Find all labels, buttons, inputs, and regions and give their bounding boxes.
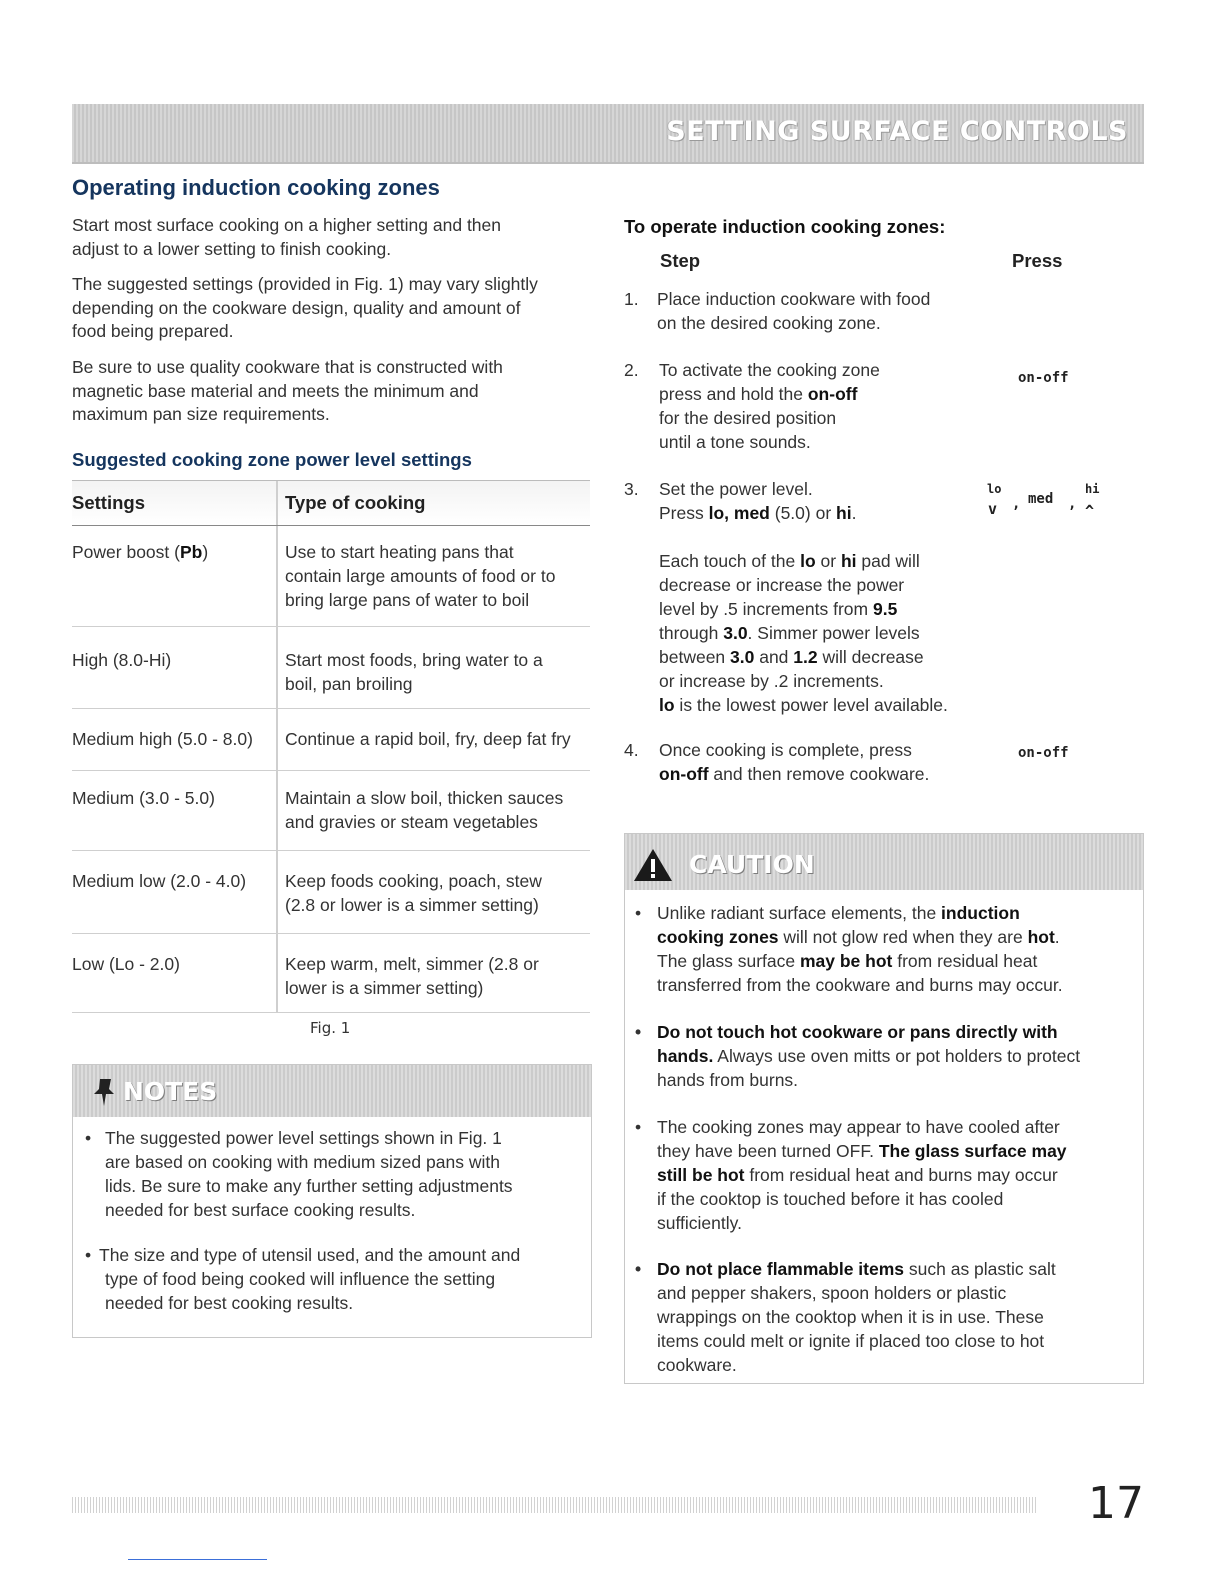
on-off-key-label: on-off <box>1018 370 1069 386</box>
table-row <box>72 709 590 771</box>
figure-caption: Fig. 1 <box>310 1019 351 1037</box>
setting-cell: High (8.0-Hi) <box>72 650 172 670</box>
down-arrow-icon: v <box>988 500 998 518</box>
table-row <box>72 934 590 1013</box>
page-number: 17 <box>1088 1478 1144 1529</box>
footer-link-line <box>128 1559 267 1560</box>
table-row <box>72 771 590 851</box>
setting-cell: Low (Lo - 2.0) <box>72 954 180 974</box>
power-level-table <box>72 480 590 1013</box>
intro-paragraph-1: Start most surface cooking on a higher setting and then adjust to a lower setting to finish cooking. <box>72 215 502 259</box>
caution-title: CAUTION <box>689 850 815 879</box>
table-row <box>72 851 590 934</box>
banner-title: SETTING SURFACE CONTROLS <box>666 116 1128 147</box>
type-cell: Keep foods cooking, poach, stew (2.8 or lower is a simmer setting) <box>285 871 542 915</box>
section-banner <box>72 104 1144 164</box>
lo-key-label: lo <box>987 482 1002 496</box>
setting-cell: Medium high (5.0 - 8.0) <box>72 729 253 749</box>
up-arrow-icon: ^ <box>1085 502 1095 520</box>
pushpin-icon <box>91 1077 119 1107</box>
step-header: Step <box>660 250 701 271</box>
caution-header <box>625 834 1143 890</box>
on-off-key-label: on-off <box>1018 745 1069 761</box>
type-cell: Start most foods, bring water to a boil, pan broiling <box>285 650 543 694</box>
notes-title: NOTES <box>123 1077 218 1106</box>
setting-cell: Medium (3.0 - 5.0) <box>72 788 215 808</box>
footer-bar <box>72 1497 1038 1513</box>
intro-paragraph-2: The suggested settings (provided in Fig. 1) may vary slightly depending on the cookware design, quality and amount of food being prepared. <box>72 274 538 341</box>
header-type-of-cooking: Type of cooking <box>285 492 426 513</box>
setting-cell: Power boost (Pb) <box>72 542 209 562</box>
hi-key-label: hi <box>1085 482 1100 496</box>
table-header-row <box>72 480 590 526</box>
caution-box: CAUTION • Unlike radiant surface elements, the induction cooking zones will not glow red when they are hot. The glass surface may be hot from residual heat transferred from the cookware and burns may occur. • Do not touch hot cookware or pans directly with hands. Always use oven mitts or pot holders to protect hands from burns. • The cooking zones may appear to have cooled after they have been turned OFF. The glass surface may still be hot from residual heat and burns may occur if the cooktop is touched before it has cooled sufficiently. • Do not place flammable items such as plastic salt and pepper shakers, spoon holders or plastic wrappings on the cooktop when it is in use. These items could melt or ignite if placed too close to hot cookware. <box>624 833 1144 1384</box>
type-cell: Keep warm, melt, simmer (2.8 or lower is a simmer setting) <box>285 954 539 998</box>
table-title: Suggested cooking zone power level settings <box>72 449 472 470</box>
press-header: Press <box>1012 250 1063 271</box>
setting-cell: Medium low (2.0 - 4.0) <box>72 871 247 891</box>
table-row <box>72 526 590 627</box>
type-cell: Continue a rapid boil, fry, deep fat fry <box>285 729 571 749</box>
table-row <box>72 627 590 709</box>
section-heading: Operating induction cooking zones <box>72 175 440 200</box>
caution-triangle-icon <box>633 848 673 882</box>
intro-paragraph-3: Be sure to use quality cookware that is constructed with magnetic base material and meets the minimum and maximum pan size requirements. <box>72 357 503 424</box>
type-cell: Use to start heating pans that contain large amounts of food or to bring large pans of water to boil <box>285 542 556 610</box>
notes-box: NOTES • The suggested power level settings shown in Fig. 1 are based on cooking with medium sized pans with lids. Be sure to make any further setting adjustments needed for best surface cooking results. • The size and type of utensil used, and the amount and type of food being cooked will influence the setting needed for best cooking results. <box>72 1064 592 1338</box>
separator: , <box>1068 496 1077 512</box>
notes-header <box>73 1065 591 1117</box>
header-settings: Settings <box>72 492 145 513</box>
type-cell: Maintain a slow boil, thicken sauces and gravies or steam vegetables <box>285 788 564 832</box>
separator: , <box>1012 496 1021 512</box>
med-key-label: med <box>1028 491 1054 507</box>
instructions-title: To operate induction cooking zones: <box>624 216 946 237</box>
